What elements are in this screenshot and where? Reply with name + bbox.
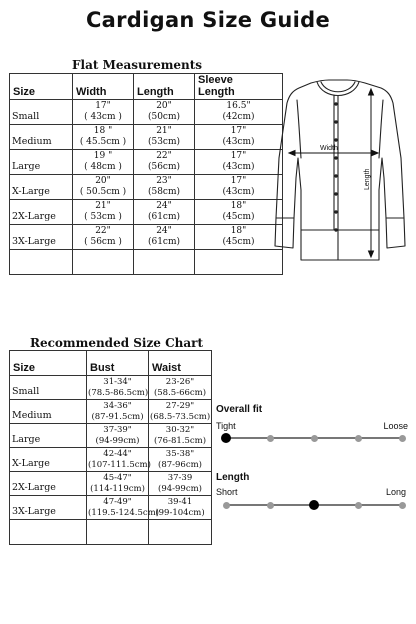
bust-cell: 34-36" (87-91.5cm) — [87, 400, 149, 424]
size-cell: Small — [10, 376, 87, 400]
length-scale-label: Length — [216, 472, 250, 483]
scale-dot — [355, 435, 362, 442]
length-scale — [216, 472, 412, 516]
size-cell: 3X-Large — [10, 225, 73, 250]
width-cell: 21" ( 53cm ) — [73, 200, 134, 225]
empty-row — [10, 520, 212, 545]
waist-cell: 35-38" (87-96cm) — [149, 448, 212, 472]
length-cell: 20" (50cm) — [134, 100, 195, 125]
overall-fit-scale — [216, 404, 412, 448]
table-row — [10, 175, 283, 200]
waist-cell: 37-39 (94-99cm) — [149, 472, 212, 496]
table-row — [10, 448, 212, 472]
waist-cell: 39-41 (99-104cm) — [149, 496, 212, 520]
length-scale-right-label: Long — [385, 487, 406, 497]
empty-row — [10, 250, 283, 275]
length-cell: 22" (56cm) — [134, 150, 195, 175]
fit-scale-right-label: Loose — [383, 421, 408, 431]
cardigan-neckline — [317, 82, 359, 96]
scale-dot — [399, 435, 406, 442]
width-cell: 22" ( 56cm ) — [73, 225, 134, 250]
bust-cell: 45-47" (114-119cm) — [87, 472, 149, 496]
header-waist: Waist — [149, 351, 212, 376]
length-cell: 21" (53cm) — [134, 125, 195, 150]
size-cell: X-Large — [10, 448, 87, 472]
size-cell: 2X-Large — [10, 472, 87, 496]
width-cell: 17" ( 43cm ) — [73, 100, 134, 125]
header-length: Length — [134, 74, 195, 100]
width-cell: 20" ( 50.5cm ) — [73, 175, 134, 200]
flat-measurements-table — [9, 73, 283, 275]
table-row — [10, 376, 212, 400]
waist-cell: 30-32" (76-81.5cm) — [149, 424, 212, 448]
scale-dot — [311, 435, 318, 442]
sleeve-cell: 18" (45cm) — [195, 225, 283, 250]
sleeve-cell: 17" (43cm) — [195, 175, 283, 200]
cardigan-diagram — [263, 78, 413, 268]
scale-dot-selected — [309, 500, 319, 510]
overall-fit-label: Overall fit — [216, 404, 263, 415]
table-row — [10, 150, 283, 175]
header-bust: Bust — [87, 351, 149, 376]
width-label: Width — [320, 145, 338, 152]
recommended-size-table — [9, 350, 212, 545]
table-header-row — [10, 351, 212, 376]
scale-dot — [267, 502, 274, 509]
sleeve-cell: 17" (43cm) — [195, 150, 283, 175]
width-cell: 18 " ( 45.5cm ) — [73, 125, 134, 150]
size-cell: Large — [10, 150, 73, 175]
scale-dot — [399, 502, 406, 509]
size-cell: Medium — [10, 400, 87, 424]
size-cell: Large — [10, 424, 87, 448]
sleeve-cell: 16.5" (42cm) — [195, 100, 283, 125]
waist-cell: 23-26" (58.5-66cm) — [149, 376, 212, 400]
bust-cell: 31-34" (78.5-86.5cm) — [88, 377, 149, 398]
scale-dot — [267, 435, 274, 442]
scale-dot — [355, 502, 362, 509]
header-size: Size — [10, 74, 73, 100]
length-label: Length — [364, 168, 371, 190]
waist-cell: 27-29" (68.5-73.5cm) — [150, 401, 211, 422]
cardigan-body-outline — [275, 80, 405, 260]
size-cell: 2X-Large — [10, 200, 73, 225]
width-cell: 19 " ( 48cm ) — [73, 150, 134, 175]
table-row — [10, 125, 283, 150]
size-cell: 3X-Large — [10, 496, 87, 520]
table-row — [10, 400, 212, 424]
size-cell: Small — [10, 100, 73, 125]
bust-cell: 37-39" (94-99cm) — [87, 424, 149, 448]
length-cell: 24" (61cm) — [134, 225, 195, 250]
table-row — [10, 200, 283, 225]
table-row — [10, 100, 283, 125]
header-sleeve-length: Sleeve Length — [195, 74, 283, 100]
table-header-row — [10, 74, 283, 100]
bust-cell: 42-44" (107-111.5cm) — [88, 449, 151, 470]
size-cell: X-Large — [10, 175, 73, 200]
header-size: Size — [10, 351, 87, 376]
flat-measurements-title: Flat Measurements — [72, 58, 203, 72]
bust-cell: 47-49" (119.5-124.5cm) — [88, 497, 159, 518]
fit-scale-left-label: Tight — [216, 421, 236, 431]
length-cell: 24" (61cm) — [134, 200, 195, 225]
header-width: Width — [73, 74, 134, 100]
cardigan-buttons — [334, 102, 337, 231]
table-row — [10, 424, 212, 448]
length-cell: 23" (58cm) — [134, 175, 195, 200]
sleeve-cell: 17" (43cm) — [195, 125, 283, 150]
size-cell: Medium — [10, 125, 73, 150]
length-scale-left-label: Short — [216, 487, 238, 497]
scale-dot-selected — [221, 433, 231, 443]
table-row — [10, 496, 212, 520]
sleeve-cell: 18" (45cm) — [195, 200, 283, 225]
scale-dot — [223, 502, 230, 509]
table-row — [10, 225, 283, 250]
table-row — [10, 472, 212, 496]
recommended-size-chart-title: Recommended Size Chart — [30, 336, 204, 350]
page-title: Cardigan Size Guide — [85, 8, 331, 32]
